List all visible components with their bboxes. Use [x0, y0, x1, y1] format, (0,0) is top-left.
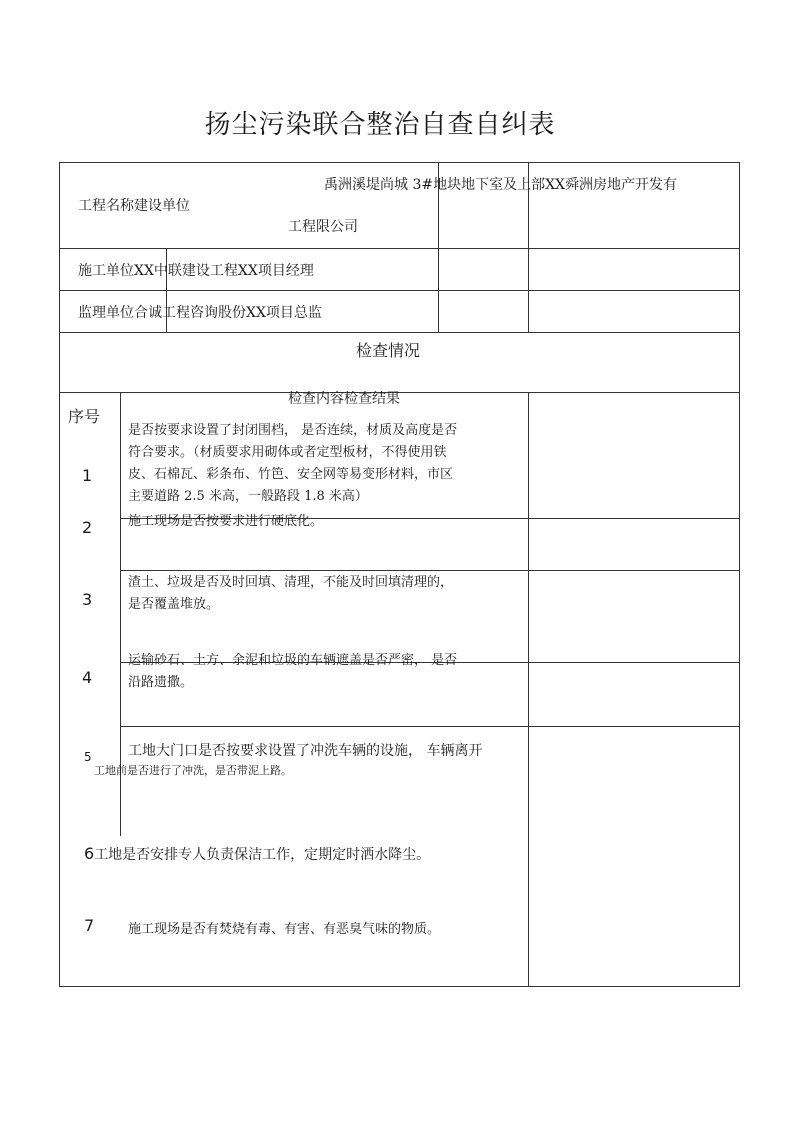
item-line: 运输砂石、土方、余泥和垃圾的车辆遮盖是否严密， 是否 [128, 653, 458, 668]
seq-header: 序号 [68, 407, 101, 426]
project-value-line2: 工程限公司 [288, 219, 358, 235]
item-text [128, 420, 457, 508]
item-line: 沿路遗撒。 [128, 675, 194, 690]
construction-unit: 施工单位XX中联建设工程XX项目经理 [78, 263, 314, 279]
item-number: 4 [82, 668, 93, 687]
item-text [128, 650, 457, 694]
item-line: 主要道路 2.5 米高，一般路段 1.8 米高） [128, 489, 368, 504]
item-line: 是否覆盖堆放。 [128, 597, 220, 612]
item-line: 工地大门口是否按要求设置了冲洗车辆的设施， 车辆离开 [128, 743, 483, 759]
item-number: 2 [82, 518, 93, 537]
project-value-line1: 禹洲溪堤尚城 3#地块地下室及上部XX舜洲房地产开发有 [324, 177, 678, 193]
item-line: 皮、石棉瓦、彩条布、竹笆、安全网等易变形材料，市区 [128, 467, 454, 482]
content-header: 检查内容检查结果 [288, 391, 400, 407]
item-line: 是否按要求设置了封闭围档， 是否连续，材质及高度是否 [128, 423, 458, 438]
project-label: 工程名称建设单位 [78, 198, 190, 214]
item-line: 施工现场是否按要求进行硬底化。 [128, 514, 324, 529]
section-title: 检查情况 [356, 341, 421, 360]
item-number: 3 [82, 590, 93, 609]
item-number: 7 [84, 916, 95, 935]
item-number: 1 [82, 466, 93, 485]
item-row-6 [84, 844, 430, 864]
item-number: 6 [84, 844, 95, 863]
item-line: 工地是否安排专人负责保洁工作，定期定时洒水降尘。 [94, 847, 431, 863]
item-number: 5 [84, 750, 92, 764]
item-text [128, 572, 453, 616]
item-line-small: 工地前是否进行了冲洗，是否带泥上路。 [94, 764, 292, 777]
item-line: 渣土、垃圾是否及时回填、清理，不能及时回填清理的， [128, 575, 454, 590]
item-line: 符合要求。（材质要求用砌体或者定型板材，不得使用铁 [128, 445, 447, 460]
supervision-unit: 监理单位合诚工程咨询股份XX项目总监 [78, 305, 322, 321]
item-line: 施工现场是否有焚烧有毒、有害、有恶臭气味的物质。 [128, 922, 441, 937]
page-title: 扬尘污染联合整治自查自纠表 [204, 110, 556, 140]
